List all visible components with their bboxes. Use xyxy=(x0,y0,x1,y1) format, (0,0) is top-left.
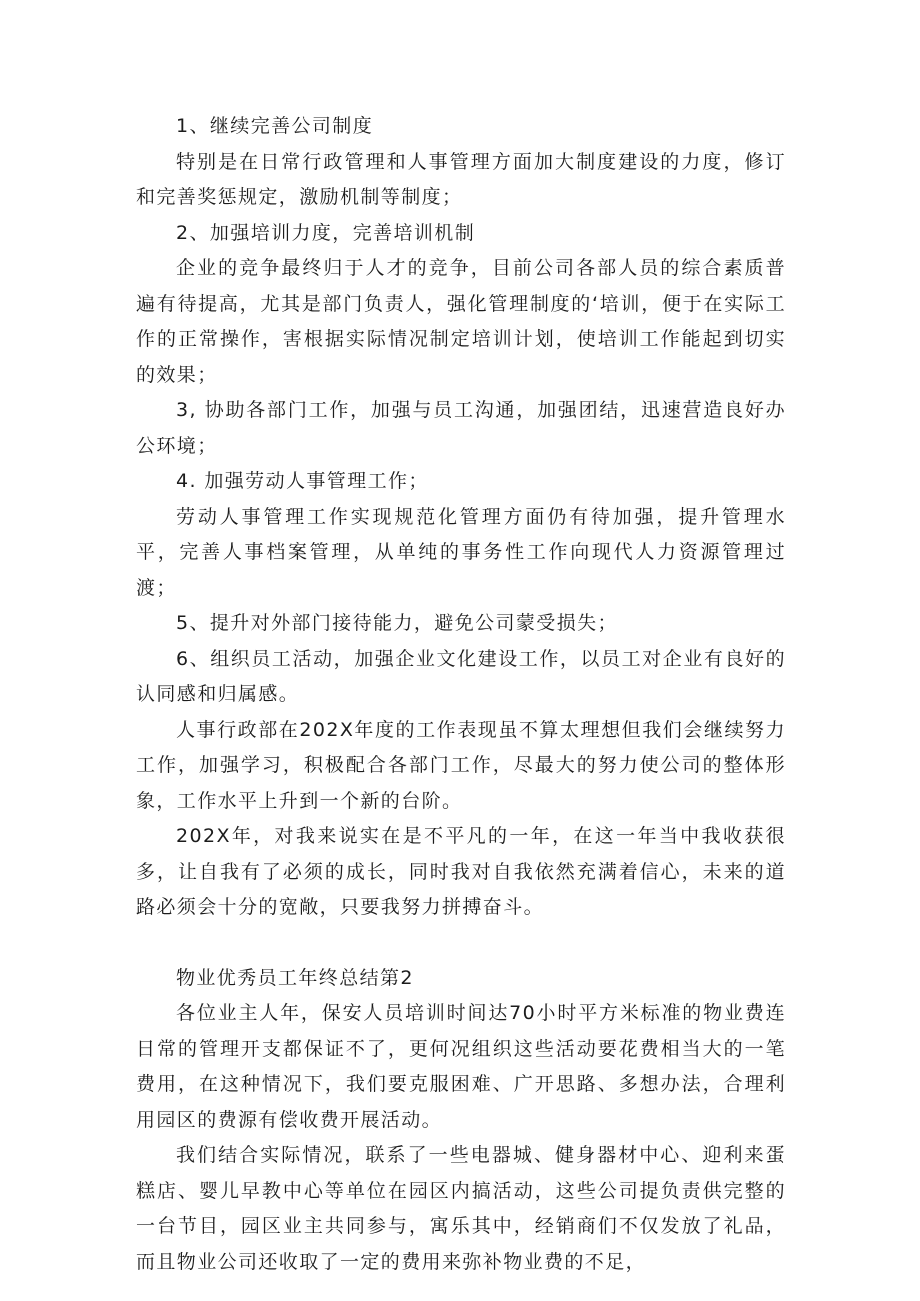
item-heading-6: 6、组织员工活动，加强企业文化建设工作，以员工对企业有良好的认同感和归属感。 xyxy=(136,647,786,705)
item-heading-2: 2、加强培训力度，完善培训机制 xyxy=(176,221,476,244)
item-heading-5: 5、提升对外部门接待能力，避免公司蒙受损失； xyxy=(176,612,618,634)
item-heading-1: 1、继续完善公司制度 xyxy=(176,115,374,137)
paragraph: 劳动人事管理工作实现规范化管理方面仍有待加强，提升管理水平，完善人事档案管理，从单纯的事务性工作向现代人力资源管理过渡； xyxy=(136,505,786,599)
section-title: 物业优秀员工年终总结第2 xyxy=(176,966,414,989)
paragraph: 各位业主人年，保安人员培训时间达70小时平方米标准的物业费连日常的管理开支都保证不了，更何况组织这些活动要花费相当大的一笔费用，在这种情况下，我们要克服困难、广开思路、多想办法，合理利用园区的费源有偿收费开展活动。 xyxy=(136,1002,786,1131)
paragraph: 202X年，对我来说实在是不平凡的一年，在这一年当中我收获很多，让自我有了必须的成长，同时我对自我依然充满着信心，未来的道路必须会十分的宽敞，只要我努力拼搏奋斗。 xyxy=(136,825,786,918)
paragraph: 人事行政部在202X年度的工作表现虽不算太理想但我们会继续努力工作，加强学习，积极配合各部门工作，尽最大的努力使公司的整体形象，工作水平上升到一个新的台阶。 xyxy=(136,718,786,812)
paragraph: 我们结合实际情况，联系了一些电器城、健身器材中心、迎利来蛋糕店、婴儿早教中心等单位在园区内搞活动，这些公司提负责供完整的一台节目，园区业主共同参与，寓乐其中，经销商们不仅发放了礼品，而且物业公司还收取了一定的费用来弥补物业费的不足， xyxy=(136,1144,786,1273)
document-body xyxy=(136,109,786,1280)
section-spacer xyxy=(136,926,786,961)
item-heading-3: 3, 协助各部门工作，加强与员工沟通，加强团结，迅速营造良好办公环境； xyxy=(136,399,786,457)
paragraph: 企业的竞争最终归于人才的竞争，目前公司各部人员的综合素质普遍有待提高，尤其是部门负责人，强化管理制度的‘培训，便于在实际工作的正常操作，害根据实际情况制定培训计划，使培训工作能起到切实的效果； xyxy=(136,257,786,386)
item-heading-4: 4. 加强劳动人事管理工作； xyxy=(176,470,429,492)
paragraph: 特别是在日常行政管理和人事管理方面加大制度建设的力度，修订和完善奖惩规定，激励机制等制度； xyxy=(136,150,786,208)
